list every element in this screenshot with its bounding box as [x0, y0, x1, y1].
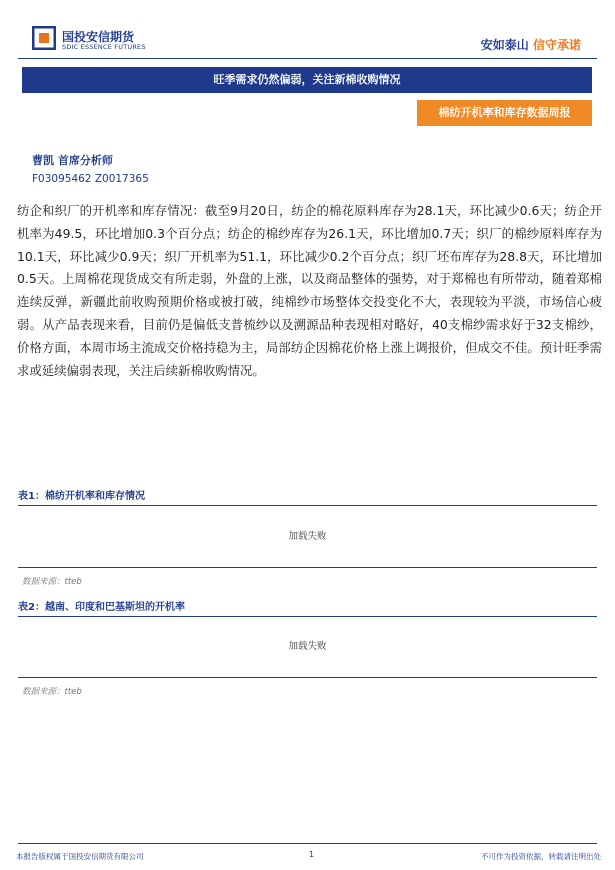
page-number: 1 — [309, 850, 315, 859]
author-codes: F03095462 Z0017365 — [32, 173, 149, 185]
table2-title: 表2：越南、印度和巴基斯坦的开机率 — [18, 602, 185, 613]
body-paragraph: 纺企和织厂的开机率和库存情况：截至9月20日，纺企的棉花原料库存为28.1天，环比减少0.6天；纺企开机率为49.5，环比增加0.3个百分点；纺企的棉纱库存为26.1天，环比增加0.7天；织厂的棉纱原料库存为10.1天，环比减少0.9天；织厂开机率为51.1，环比减少0.2个百分点；织厂坯布库存为28.8天，环比增加0.5天。上周棉花现货成交有所走弱，外盘的上涨，以及商品整体的强势，对于郑棉也有所带动，随着郑棉连续反弹，新疆此前收购预期价格或被打破，纯棉纱市场整体交投变化不大，表现较为平淡，市场信心疲弱。从产品表现来看，目前仍是偏低支普梳纱以及溯源品种表现相对略好，40支棉纱需求好于32支棉纱，价格方面，本周市场主流成交价格持稳为主，局部纺企因棉花价格上涨上调报价，但成交不佳。预计旺季需求或延续偏弱表现，关注后续新棉收购情况。 — [17, 203, 602, 378]
table1-bottom-rule — [18, 567, 597, 568]
footer-disclaimer: 不可作为投资依据，转载请注明出处 — [481, 852, 601, 861]
footer-divider — [18, 843, 597, 844]
table2-source: 数据来源：tteb — [22, 687, 82, 697]
table1-top-rule — [18, 505, 597, 506]
slogan — [481, 36, 581, 53]
footer-copyright: 本报告版权属于国投安信期货有限公司 — [16, 852, 144, 861]
table1-load-failed: 加载失败 — [288, 531, 327, 542]
company-name: 国投安信期货 — [62, 30, 135, 44]
author-name: 曹凯 首席分析师 — [32, 154, 113, 167]
table1-title: 表1：棉纺开机率和库存情况 — [18, 491, 145, 502]
table2-load-failed: 加载失败 — [288, 641, 327, 652]
table2-bottom-rule — [18, 677, 597, 678]
company-logo-icon — [32, 26, 56, 50]
section-tag: 棉纺开机率和库存数据周报 — [417, 100, 592, 126]
report-title: 旺季需求仍然偏弱，关注新棉收购情况 — [22, 67, 592, 93]
slogan-part1: 安如泰山 — [480, 38, 529, 52]
company-name-en: SDIC ESSENCE FUTURES — [62, 43, 146, 51]
slogan-part2: 信守承诺 — [532, 38, 581, 52]
table2-top-rule — [18, 616, 597, 617]
table1-source: 数据来源：tteb — [22, 577, 82, 587]
header-divider — [18, 58, 597, 59]
